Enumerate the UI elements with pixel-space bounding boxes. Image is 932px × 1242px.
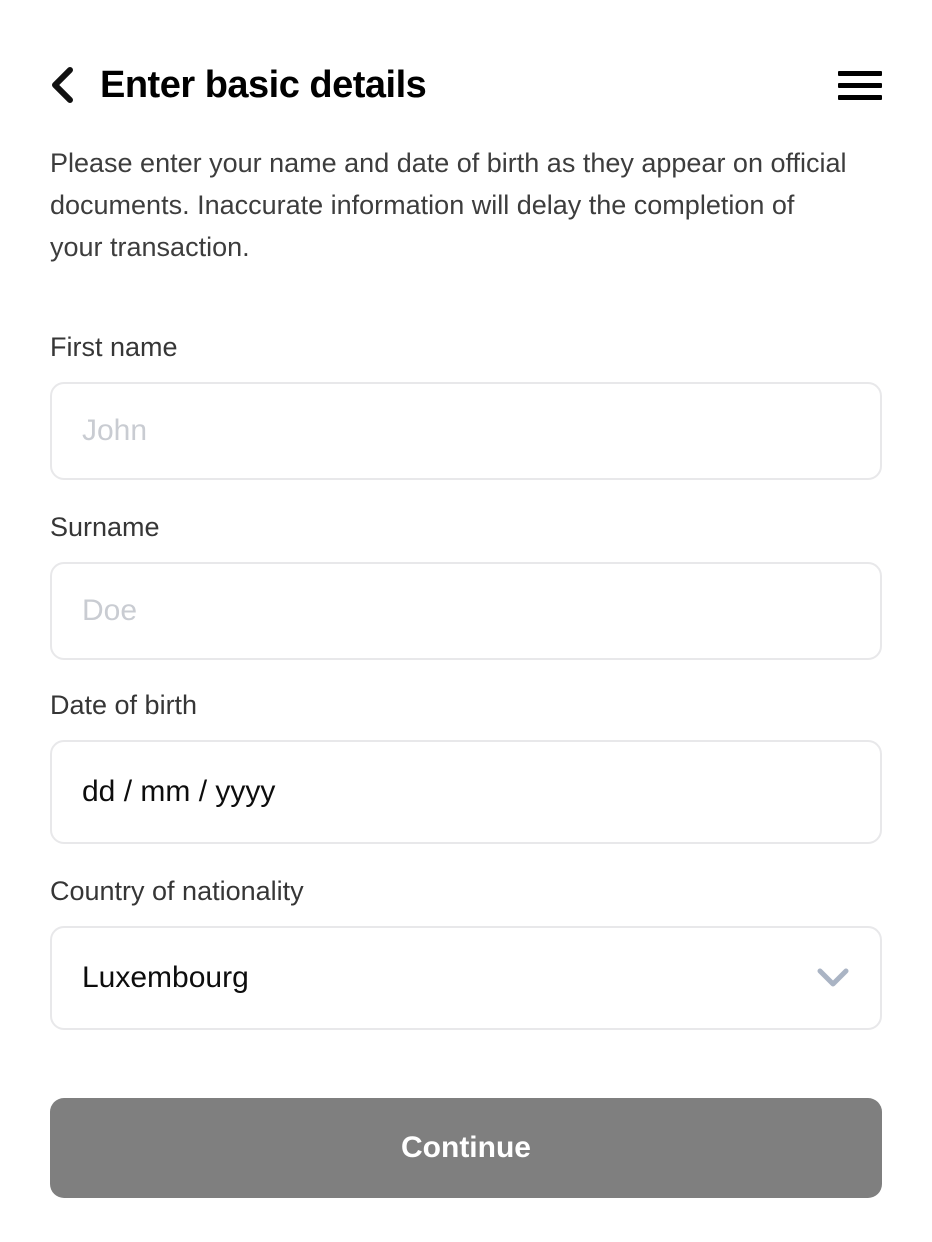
- surname-input[interactable]: [50, 562, 882, 660]
- country-label: Country of nationality: [50, 876, 304, 906]
- chevron-left-icon: [50, 66, 74, 104]
- back-button[interactable]: [50, 65, 78, 105]
- country-select[interactable]: [50, 926, 882, 1030]
- enter-basic-details-screen: [0, 60, 932, 1242]
- date-of-birth-input[interactable]: [50, 740, 882, 844]
- first-name-label: First name: [50, 332, 178, 362]
- country-selected-value: Luxembourg: [82, 961, 249, 994]
- hamburger-menu-icon: [838, 71, 882, 76]
- hamburger-menu-button[interactable]: [838, 67, 882, 103]
- surname-label: Surname: [50, 512, 160, 542]
- first-name-field-group: [50, 330, 882, 480]
- date-of-birth-field-group: [50, 688, 882, 844]
- date-of-birth-label: Date of birth: [50, 690, 198, 720]
- surname-field-group: [50, 510, 882, 660]
- country-field-group: [50, 874, 882, 1030]
- page-title: Enter basic details: [100, 63, 427, 106]
- chevron-down-icon: [816, 961, 850, 995]
- instructions-text: Please enter your name and date of birth as they appear on official documents. Inaccurate information will delay the completion of your transaction.: [50, 148, 847, 262]
- first-name-input[interactable]: [50, 382, 882, 480]
- header: [50, 60, 882, 110]
- continue-button[interactable]: Continue: [50, 1098, 882, 1198]
